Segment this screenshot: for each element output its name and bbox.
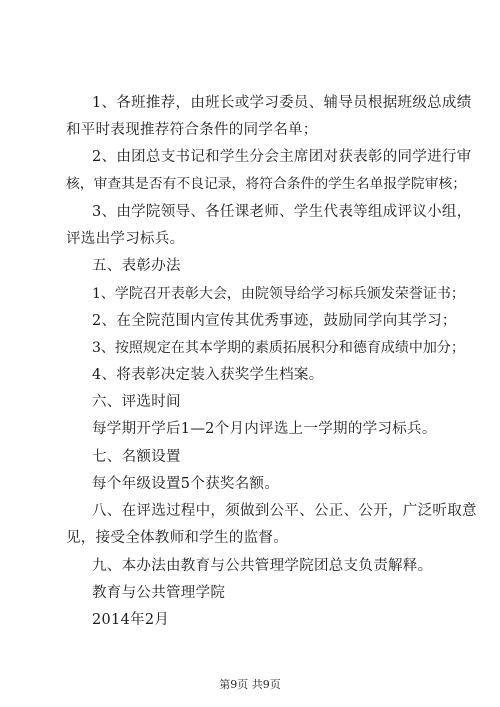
section-heading: 七、名额设置 (92, 449, 181, 465)
paragraph-line: 2、由团总支书记和学生分会主席团对获表彰的同学进行审 (92, 149, 472, 165)
signature-organization: 教育与公共管理学院 (92, 585, 226, 601)
paragraph-line: 每学期开学后1—2个月内评选上一学期的学习标兵。 (92, 421, 437, 437)
paragraph-line: 和平时表现推荐符合条件的同学名单； (66, 122, 318, 138)
paragraph-line: 4、将表彰决定装入获奖学生档案。 (92, 367, 324, 383)
paragraph-line: 1、各班推荐，由班长或学习委员、辅导员根据班级总成绩 (92, 95, 472, 111)
paragraph-line: 评选出学习标兵。 (66, 231, 185, 247)
paragraph-line: 核，审查其是否有不良记录，将符合条件的学生名单报学院审核； (66, 176, 467, 192)
paragraph-line: 见，接受全体教师和学生的监督。 (66, 530, 288, 546)
paragraph-line: 每个年级设置5个获奖名额。 (92, 476, 280, 492)
signature-date: 2014年2月 (92, 612, 170, 628)
section-heading: 五、表彰办法 (92, 258, 181, 274)
paragraph-line: 3、由学院领导、各任课老师、学生代表等组成评议小组， (92, 204, 472, 220)
paragraph-line: 3、按照规定在其本学期的素质拓展积分和德育成绩中加分； (92, 340, 465, 356)
page-number: 第9页 共9页 (219, 678, 281, 691)
paragraph-line: 1、学院召开表彰大会，由院领导给学习标兵颁发荣誉证书； (92, 286, 465, 302)
paragraph-line: 九、本办法由教育与公共管理学院团总支负责解释。 (92, 558, 433, 574)
paragraph-line: 八、在评选过程中，须做到公平、公正、公开，广泛听取意 (92, 503, 477, 519)
section-heading: 六、评选时间 (92, 394, 181, 410)
paragraph-line: 2、在全院范围内宣传其优秀事迹，鼓励同学向其学习； (92, 313, 457, 329)
